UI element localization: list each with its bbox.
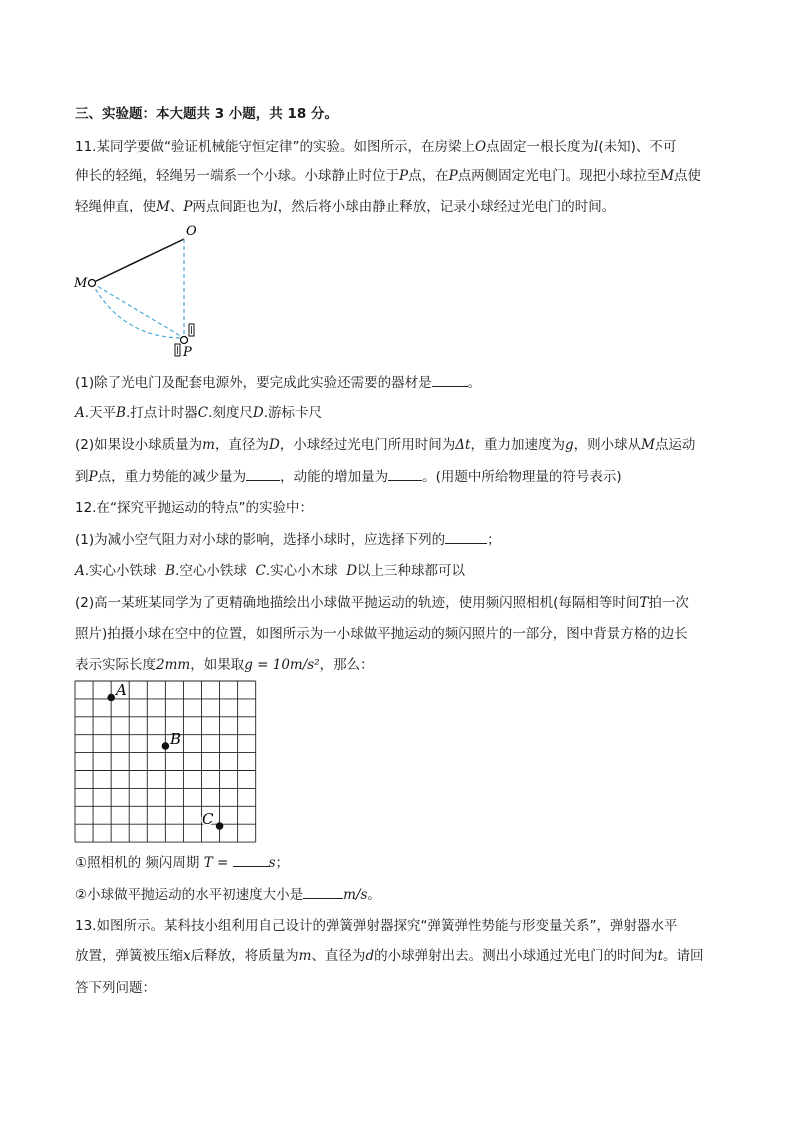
q11-line3: 轻绳伸直，使M、P两点间距也为l，然后将小球由静止释放，记录小球经过光电门的时间。 xyxy=(75,199,616,215)
rope-OM xyxy=(92,239,184,283)
label-C: C xyxy=(202,810,214,828)
q11-options: A.天平B.打点计时器C.刻度尺D.游标卡尺 xyxy=(75,405,323,421)
chord-MP xyxy=(92,283,184,338)
q12-sub2-line2: 照片)拍摄小球在空中的位置，如图所示为一小球做平抛运动的频闪照片的一部分，图中背景方格的边长 xyxy=(75,626,688,642)
ball-P xyxy=(181,337,188,344)
photogate-right xyxy=(189,324,194,336)
answer-blank[interactable] xyxy=(388,466,422,481)
answer-blank[interactable] xyxy=(233,852,269,867)
photogate-left xyxy=(175,344,180,356)
ball-M xyxy=(89,280,96,287)
answer-blank[interactable] xyxy=(303,884,343,899)
q11-line2: 伸长的轻绳，轻绳另一端系一个小球。小球静止时位于P点，在P点两侧固定光电门。现把小球拉至M点使 xyxy=(75,168,702,184)
q11-sub2-line1: (2)如果设小球质量为m，直径为D，小球经过光电门所用时间为Δt，重力加速度为g，则小球从M点运动 xyxy=(75,437,696,453)
flash-photo-grid xyxy=(74,680,260,844)
q12-answer2: ②小球做平抛运动的水平初速度大小是 m/s。 xyxy=(75,884,381,905)
answer-blank[interactable] xyxy=(445,529,487,544)
point-A xyxy=(107,694,115,702)
q12-sub2-line1: (2)高一某班某同学为了更精确地描绘出小球做平抛运动的轨迹，使用频闪照相机(每隔相等时间T拍一次 xyxy=(75,595,689,611)
answer-blank[interactable] xyxy=(432,372,468,387)
label-O: O xyxy=(186,224,197,239)
q11-line1: 11.某同学要做“验证机械能守恒定律”的实验。如图所示，在房梁上O点固定一根长度为l(未知)、不可 xyxy=(75,139,677,155)
q11-sub1: (1)除了光电门及配套电源外，要完成此实验还需要的器材是 。 xyxy=(75,372,481,393)
q11-sub2-line2: 到P点，重力势能的减少量为 ，动能的增加量为 。(用题中所给物理量的符号表示) xyxy=(75,466,622,487)
section-heading: 三、实验题：本大题共 3 小题，共 18 分。 xyxy=(75,106,338,122)
label-A: A xyxy=(116,681,127,699)
pendulum-figure xyxy=(70,220,210,365)
label-B: B xyxy=(170,730,182,748)
q13-line3: 答下列问题： xyxy=(75,980,156,996)
q12-sub2-line3: 表示实际长度2mm，如果取g = 10m/s²，那么： xyxy=(75,657,374,673)
q12-options: A.实心小铁球 B.空心小铁球 C.实心小木球 D以上三种球都可以 xyxy=(75,563,466,579)
point-C xyxy=(216,822,224,830)
grid-lines xyxy=(75,681,256,842)
q12-answer1: ①照相机的 频闪周期 T = s； xyxy=(75,852,289,873)
q13-line2: 放置，弹簧被压缩x后释放，将质量为m、直径为d的小球弹射出去。测出小球通过光电门的时间为t。请回 xyxy=(75,948,704,964)
label-P: P xyxy=(183,345,192,360)
point-B xyxy=(162,742,170,750)
label-M: M xyxy=(74,276,88,291)
answer-blank[interactable] xyxy=(246,466,280,481)
q12-title: 12.在“探究平抛运动的特点”的实验中： xyxy=(75,500,313,516)
q12-sub1: (1)为减小空气阻力对小球的影响，选择小球时，应选择下列的 ； xyxy=(75,529,501,550)
q13-line1: 13.如图所示。某科技小组利用自己设计的弹簧弹射器探究“弹簧弹性势能与形变量关系”，弹射器水平 xyxy=(75,918,678,934)
